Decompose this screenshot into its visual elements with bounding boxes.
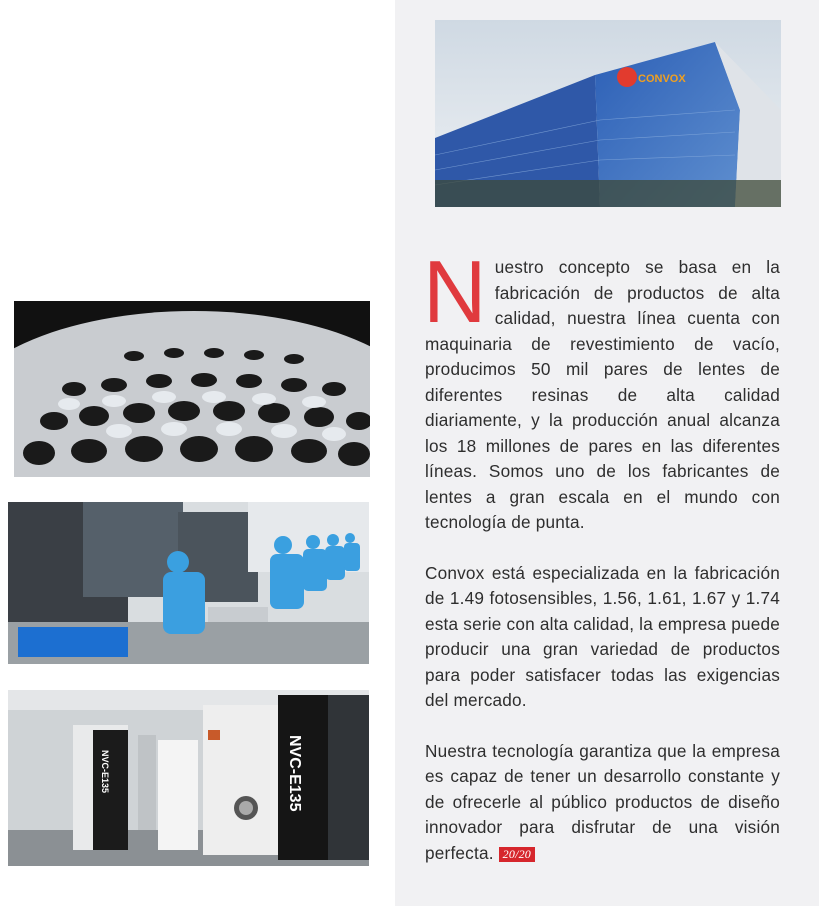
paragraph-1-text: uestro concepto se basa en la fabricación de productos de alta calidad, nuestra línea cuenta con maquinaria de revestimiento de vacío, producimos 50 mil pares de lentes de diferentes resinas de alta calidad diariamente, y la producción anual alcanza los 18 millones de pares en las diferentes líneas. Somos uno de los fabricantes de lentes a gran escala en el mundo con tecnología de punta. [425, 257, 780, 532]
machine-label-small: NVC-E135 [100, 750, 110, 794]
drop-cap: N [423, 242, 487, 341]
company-description [423, 242, 780, 891]
paragraph-2: Convox está especializada en la fabricación de 1.49 fotosensibles, 1.56, 1.61, 1.67 y 1.74 esta serie con alta calidad, la empresa puede producir una gran variedad de productos para poder satisfacer todas las exigencias del mercado. [425, 562, 780, 710]
paragraph-3-text: Nuestra tecnología garantiza que la empresa es capaz de tener un desarrollo constante y de ofrecerle al público productos de diseño innovador para disfrutar de una visión perfecta. [425, 740, 780, 863]
machine-label: NVC-E135 [286, 735, 303, 812]
coating-machine-photo [8, 690, 369, 866]
paragraph-1 [423, 242, 780, 536]
factory-building-photo [435, 20, 781, 207]
vision-badge: 20/20 [499, 847, 535, 862]
lens-rack-photo [14, 301, 370, 477]
building-sign: CONVOX [638, 73, 686, 85]
paragraph-3 [425, 739, 780, 867]
production-line-photo [8, 502, 369, 664]
